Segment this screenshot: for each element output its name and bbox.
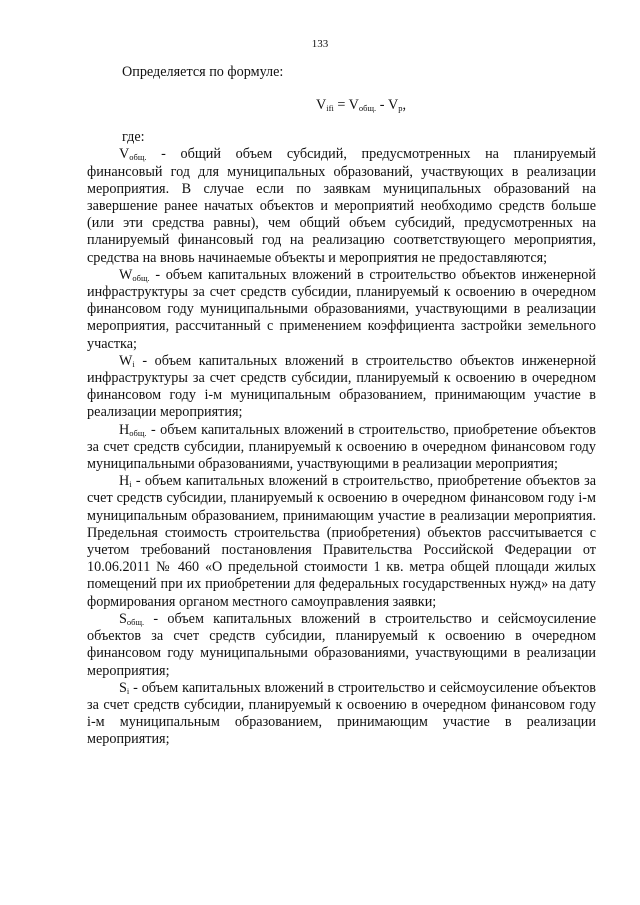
formula-intro: Определяется по формуле:	[122, 64, 284, 80]
definition-w-total: $W_{общ.}$ - объем капитальных вложений в строительство объектов инженерной инфраструктуры за счет средств субсидии, планируемый к освоению в очередном финансовом году муниципальными образованиями, участвующими в реализации мероприятия, рассчитанный с применением коэффициента застройки земельного участка;	[87, 266, 596, 352]
definition-h-i: $H_i$ - объем капитальных вложений в строительство, приобретение объектов за счет средств субсидии, планируемый к освоению в очередном финансовом году i-м муниципальным образованием, принимающим участие в реализации мероприятия. Предельная стоимость строительства (приобретения) объектов рассчитывается с учетом требований постановления Правительства Российской Федерации от 10.06.2011 № 460 «О предельной стоимости 1 кв. метра общей площади жилых помещений при их приобретении для федеральных государственных нужд» на дату формирования органом местного самоуправления заявки;	[87, 473, 596, 610]
document-body	[87, 64, 596, 749]
formula-lhs: $V_{ifi}$	[316, 97, 334, 114]
term-symbol: $S_{общ.}$	[119, 610, 145, 627]
definition-s-i: $S_i$ - объем капитальных вложений в строительство и сейсмоусиление объектов за счет средств субсидии, планируемый к освоению в очередном финансовом году i-м муниципальным образованием, принимающим участие в реализации мероприятия;	[87, 679, 596, 748]
definition-v-total: $V_{общ.}$ - общий объем субсидий, предусмотренных на планируемый финансовый год для муниципальных образований, участвующих в реализации мероприятия. В случае если по заявкам муниципальных образований на завершение ранее начатых объектов и мероприятий необходимо средств больше (или эти средства равны), чем общий объем субсидий, предусмотренных на планируемый финансовый год на реализацию соответствующего мероприятия, средства на вновь начинаемые объекты и мероприятия не предоставляются;	[87, 146, 596, 266]
term-symbol: $W_i$	[119, 352, 135, 369]
definition-list	[87, 146, 596, 748]
definition-w-i: $W_i$ - объем капитальных вложений в строительство объектов инженерной инфраструктуры за счет средств субсидии, планируемый к освоению в очередном финансовом году i-м муниципальным образованием, принимающим участие в реализации мероприятия;	[87, 352, 596, 421]
where-label: где:	[122, 129, 145, 146]
term-symbol: $W_{общ.}$	[119, 266, 150, 283]
term-symbol: $S_i$	[119, 679, 130, 696]
term-symbol: $V_{общ.}$	[119, 146, 147, 163]
definition-h-total: $H_{общ.}$ - объем капитальных вложений в строительство, приобретение объектов за счет средств субсидии, планируемый к освоению в очередном финансовом году муниципальными образованиями, участвующими в реализации мероприятия;	[87, 421, 596, 473]
definition-s-total: $S_{общ.}$ - объем капитальных вложений в строительство и сейсмоусиление объектов за счет средств субсидии, планируемый к освоению в очередном финансовом году муниципальными образованиями, участвующими в реализации мероприятия;	[87, 610, 596, 679]
term-symbol: $H_{общ.}$	[119, 421, 147, 438]
formula: $V_{ifi} = V_{общ.} - V_p$,	[316, 97, 407, 114]
formula-term-p: $V_p$	[387, 97, 403, 114]
term-symbol: $H_i$	[119, 473, 132, 490]
formula-term-total: $V_{общ.}$	[348, 97, 377, 114]
page-number: 133	[311, 38, 329, 50]
